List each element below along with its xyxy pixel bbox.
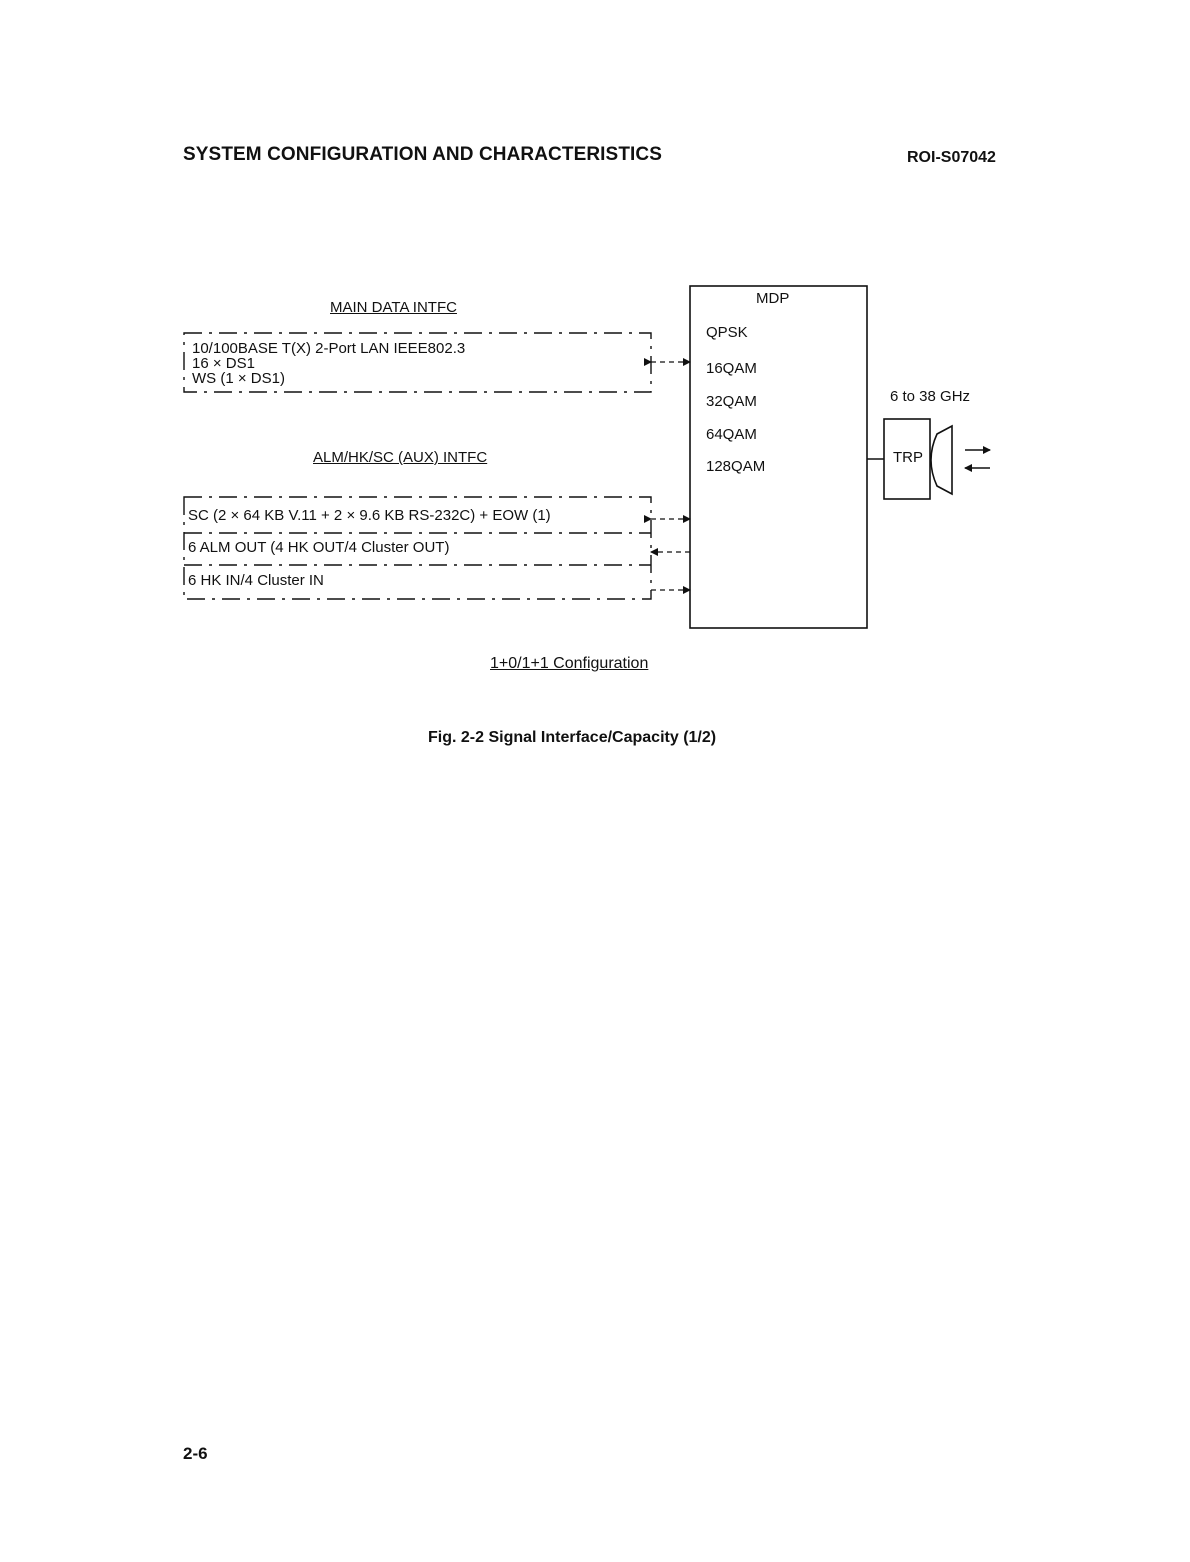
antenna-icon xyxy=(931,426,952,494)
configuration-label: 1+0/1+1 Configuration xyxy=(490,655,649,672)
aux-title: ALM/HK/SC (AUX) INTFC xyxy=(313,449,488,466)
frequency-label: 6 to 38 GHz xyxy=(890,388,971,405)
page-title: SYSTEM CONFIGURATION AND CHARACTERISTICS xyxy=(183,144,662,165)
aux-line-hk: 6 HK IN/4 Cluster IN xyxy=(188,572,324,589)
main-data-line: 16 × DS1 xyxy=(192,355,255,372)
main-data-line: 10/100BASE T(X) 2-Port LAN IEEE802.3 xyxy=(192,340,466,357)
modulation-item: 64QAM xyxy=(706,426,757,443)
page-number: 2-6 xyxy=(183,1444,208,1463)
main-data-title: MAIN DATA INTFC xyxy=(330,299,457,316)
document-id: ROI-S07042 xyxy=(907,149,996,166)
modulation-item: 32QAM xyxy=(706,393,757,410)
trp-label: TRP xyxy=(893,449,923,466)
modulation-item: QPSK xyxy=(706,324,748,341)
modulation-item: 128QAM xyxy=(706,458,766,475)
aux-line-sc: SC (2 × 64 KB V.11 + 2 × 9.6 KB RS-232C) + EOW (1) xyxy=(188,507,551,524)
modulation-item: 16QAM xyxy=(706,360,757,377)
mdp-label: MDP xyxy=(756,290,790,307)
main-data-line: WS (1 × DS1) xyxy=(192,370,285,387)
figure-caption: Fig. 2-2 Signal Interface/Capacity (1/2) xyxy=(428,729,717,746)
aux-line-alm: 6 ALM OUT (4 HK OUT/4 Cluster OUT) xyxy=(188,539,450,556)
